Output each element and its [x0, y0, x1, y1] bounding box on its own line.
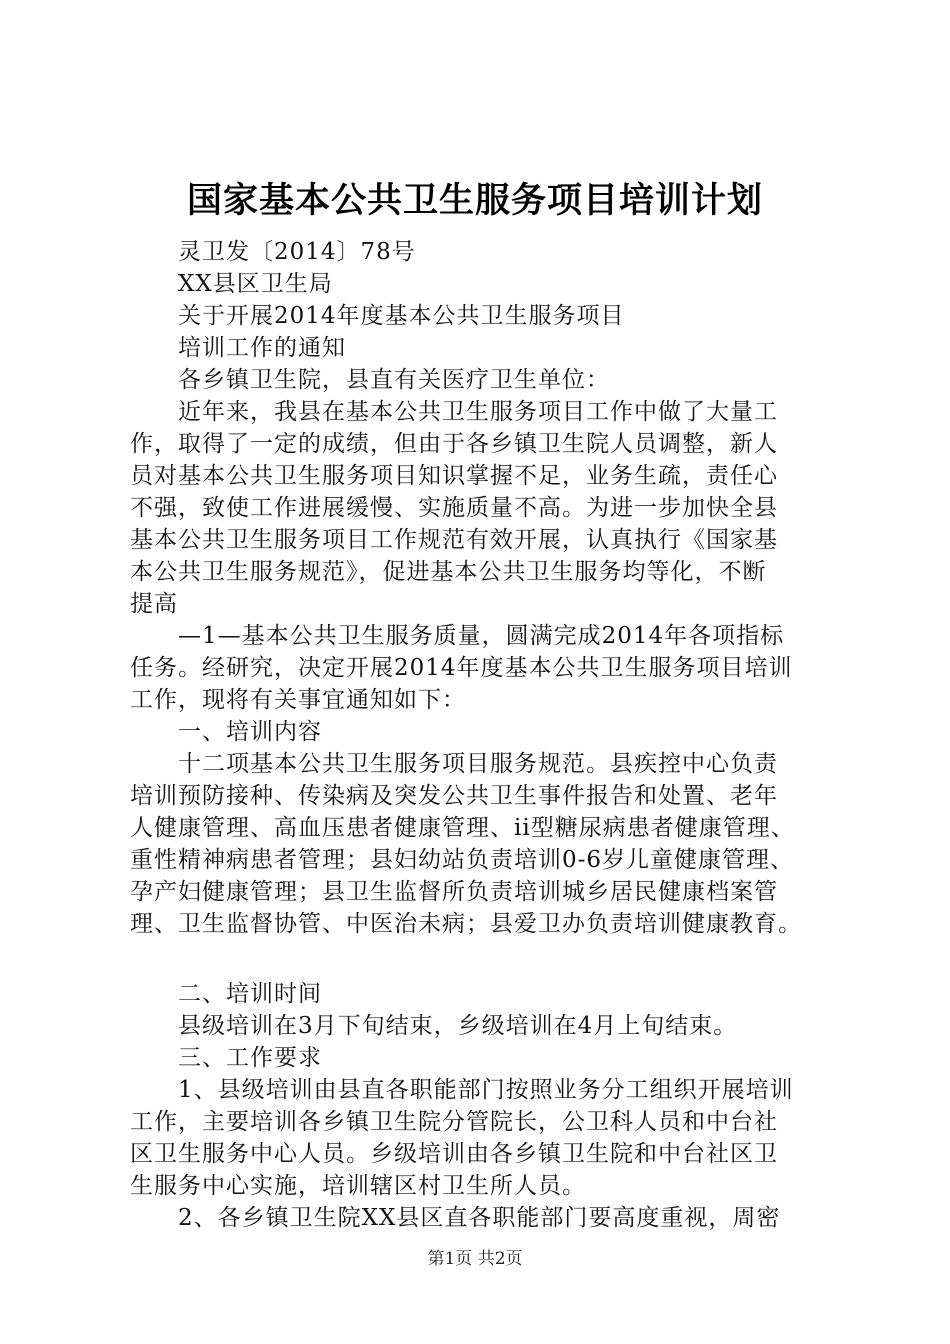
paragraph-line: 十二项基本公共卫生服务项目服务规范。县疾控中心负责: [178, 751, 778, 777]
paragraph-line: 员对基本公共卫生服务项目知识掌握不足，业务生疏，责任心: [130, 463, 778, 489]
paragraph-line: 培训预防接种、传染病及突发公共卫生事件报告和处置、老年: [130, 783, 778, 809]
section-heading-training-content: 一、培训内容: [178, 719, 322, 745]
paragraph-gap: [130, 940, 846, 978]
subject-line-2: 培训工作的通知: [178, 335, 346, 361]
paragraph-line: 工作，主要培训各乡镇卫生院分管院长，公卫科人员和中台社: [130, 1109, 778, 1135]
paragraph-line: 1、县级培训由县直各职能部门按照业务分工组织开展培训: [178, 1077, 794, 1103]
document-body: [130, 236, 846, 1234]
paragraph-line: 近年来，我县在基本公共卫生服务项目工作中做了大量工: [178, 399, 778, 425]
paragraph-line: 人健康管理、高血压患者健康管理、ii型糖尿病患者健康管理、: [130, 815, 795, 841]
paragraph-line: 提高: [130, 591, 178, 617]
section-heading-training-time: 二、培训时间: [178, 981, 322, 1007]
paragraph-line: 作，取得了一定的成绩，但由于各乡镇卫生院人员调整，新人: [130, 431, 778, 457]
document-title: 国家基本公共卫生服务项目培训计划: [186, 180, 763, 221]
paragraph-line: 理、卫生监督协管、中医治未病；县爱卫办负责培训健康教育。: [130, 911, 802, 937]
doc-number-line: 灵卫发〔2014〕78号: [178, 239, 416, 265]
paragraph-line: 县级培训在3月下旬结束，乡级培训在4月上旬结束。: [178, 1013, 738, 1039]
paragraph-line: 生服务中心实施，培训辖区村卫生所人员。: [130, 1173, 586, 1199]
paragraph-line: 孕产妇健康管理；县卫生监督所负责培训城乡居民健康档案管: [130, 879, 778, 905]
paragraph-line: 任务。经研究，决定开展2014年度基本公共卫生服务项目培训: [130, 655, 793, 681]
addressee-line: 各乡镇卫生院，县直有关医疗卫生单位：: [178, 367, 610, 393]
paragraph-line: 不强，致使工作进展缓慢、实施质量不高。为进一步加快全县: [130, 495, 778, 521]
issuer-line: XX县区卫生局: [178, 271, 333, 297]
paragraph-line: 基本公共卫生服务项目工作规范有效开展，认真执行《国家基: [130, 527, 778, 553]
paragraph-line: 2、各乡镇卫生院XX县区直各职能部门要高度重视，周密: [178, 1205, 781, 1231]
paragraph-line: 本公共卫生服务规范》，促进基本公共卫生服务均等化，不断: [130, 559, 767, 585]
subject-line-1: 关于开展2014年度基本公共卫生服务项目: [178, 303, 625, 329]
paragraph-line: 工作，现将有关事宜通知如下：: [130, 687, 466, 713]
paragraph-line: 重性精神病患者管理；县妇幼站负责培训0-6岁儿童健康管理、: [130, 847, 795, 873]
paragraph-line: 区卫生服务中心人员。乡级培训由各乡镇卫生院和中台社区卫: [130, 1141, 778, 1167]
page-footer: 第1页 共2页: [427, 1249, 523, 1269]
paragraph-line: —1—基本公共卫生服务质量，圆满完成2014年各项指标: [178, 623, 785, 649]
section-heading-requirements: 三、工作要求: [178, 1045, 322, 1071]
